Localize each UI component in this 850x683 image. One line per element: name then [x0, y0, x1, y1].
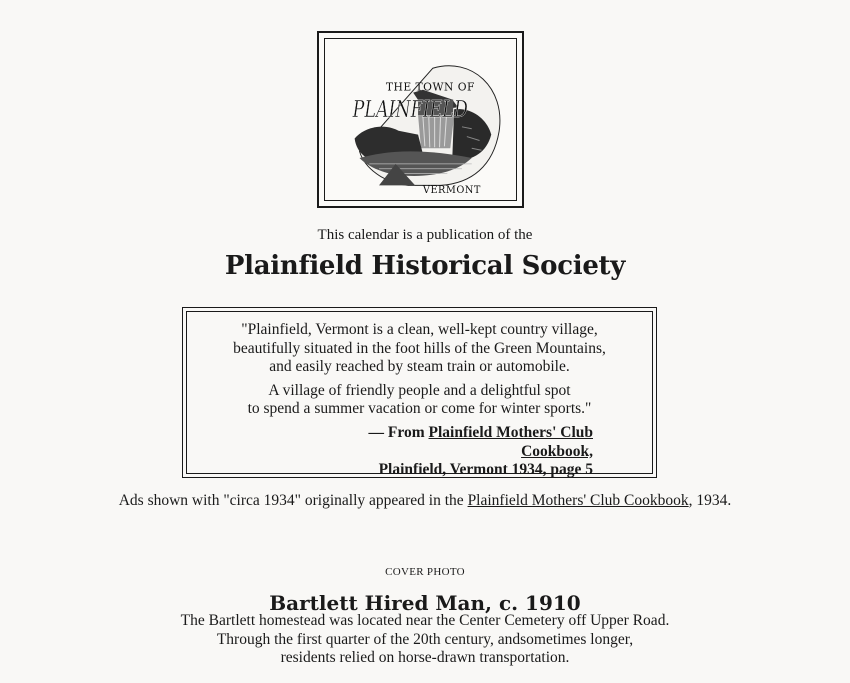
ads-note [0, 492, 850, 510]
waterfall-illustration [325, 39, 516, 200]
society-name: Plainfield Historical Society [224, 251, 626, 281]
attribution-line2: Plainfield, Vermont 1934, page 5 [378, 461, 593, 478]
cover-description-line: The Bartlett homestead was located near the Center Cemetery off Upper Road. [180, 612, 670, 629]
cover-photo-label: COVER PHOTO [385, 566, 465, 578]
quote-line: A village of friendly people and a delightful spot [268, 381, 571, 399]
intro-text: This calendar is a publication of the [317, 227, 533, 243]
quote-line: and easily reached by steam train or automobile. [269, 358, 570, 375]
quote-attribution [293, 424, 593, 480]
cover-photo-description [0, 612, 850, 668]
ads-note-book: Plainfield Mothers' Club Cookbook [467, 492, 689, 509]
attribution-book: Plainfield Mothers' Club Cookbook, [428, 424, 593, 460]
quote-line: "Plainfield, Vermont is a clean, well-kept country village, [241, 321, 598, 338]
town-logo-inner-border [324, 38, 517, 201]
town-logo [317, 31, 524, 208]
cover-description-line: Through the first quarter of the 20th century, andsometimes longer, [216, 630, 634, 648]
quote-box [182, 307, 657, 478]
quote-text [183, 321, 656, 419]
logo-line2: PLAINFIELD [351, 95, 468, 124]
quote-line: to spend a summer vacation or come for winter sports." [247, 400, 592, 417]
logo-line1: THE TOWN OF [385, 80, 475, 94]
cover-photo-title: Bartlett Hired Man, c. 1910 [269, 591, 581, 615]
logo-line3: VERMONT [422, 185, 481, 197]
quote-line: beautifully situated in the foot hills of the Green Mountains, [233, 339, 606, 357]
ads-note-suffix: , 1934. [688, 492, 732, 509]
cover-description-line: residents relied on horse-drawn transportation. [280, 649, 570, 666]
attribution-prefix: — From [368, 424, 429, 441]
ads-note-prefix: Ads shown with "circa 1934" originally appeared in the [118, 492, 468, 509]
